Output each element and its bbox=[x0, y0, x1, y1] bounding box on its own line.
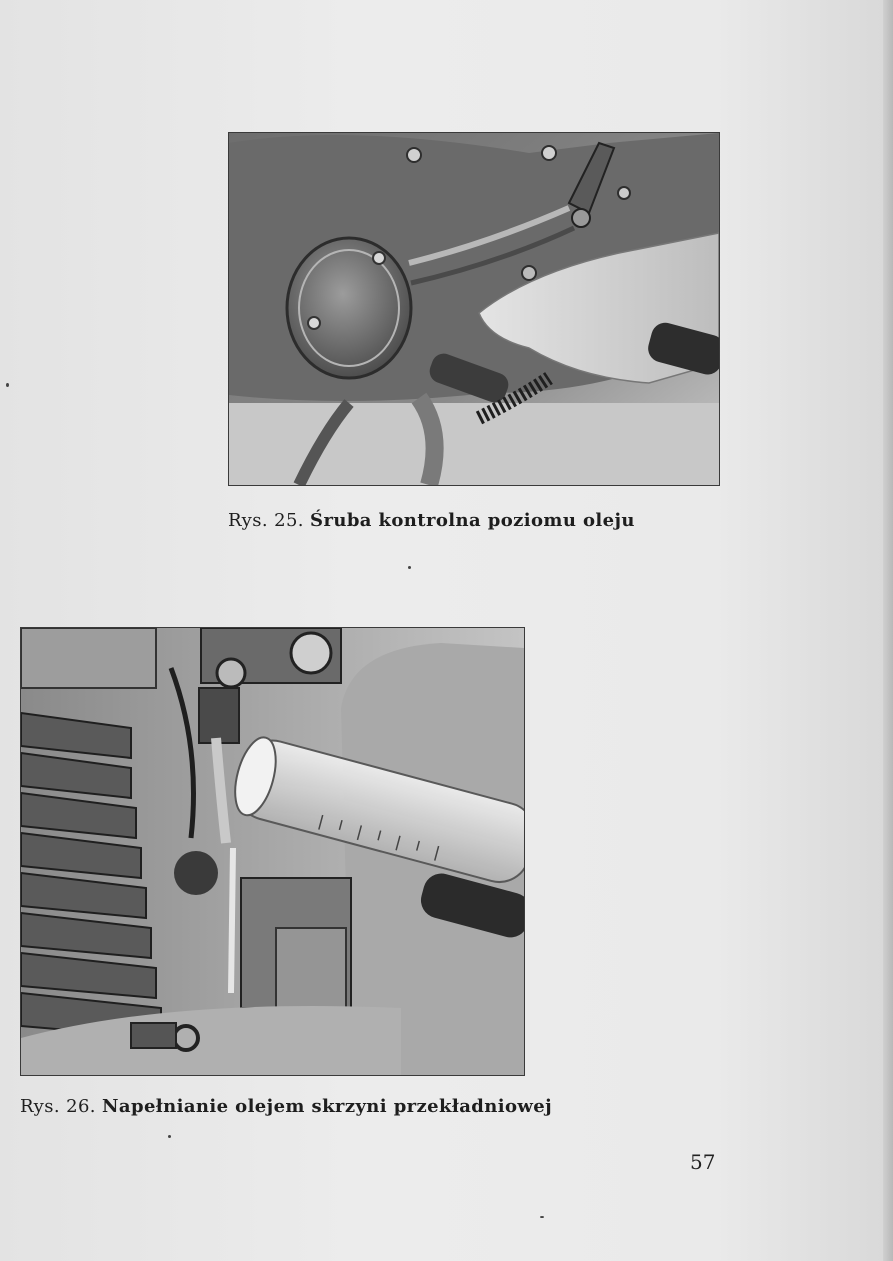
figure-25-label: Rys. 25. bbox=[228, 510, 304, 531]
scan-speck bbox=[540, 1216, 544, 1218]
figure-26-label: Rys. 26. bbox=[20, 1096, 96, 1117]
figure-25-caption-text: Śruba kontrolna poziomu oleju bbox=[310, 510, 635, 531]
figure-26-caption-text: Napełnianie olejem skrzyni przekładniowej bbox=[102, 1096, 553, 1117]
figure-26-caption bbox=[20, 1096, 552, 1117]
page-edge bbox=[883, 0, 893, 1261]
figure-25-photo bbox=[228, 132, 720, 486]
figure-25-caption bbox=[228, 510, 635, 531]
page-number: 57 bbox=[690, 1150, 716, 1174]
figure-26-photo bbox=[20, 627, 525, 1076]
scan-speck bbox=[6, 383, 9, 387]
scan-speck bbox=[408, 566, 411, 569]
scan-speck bbox=[168, 1135, 171, 1138]
